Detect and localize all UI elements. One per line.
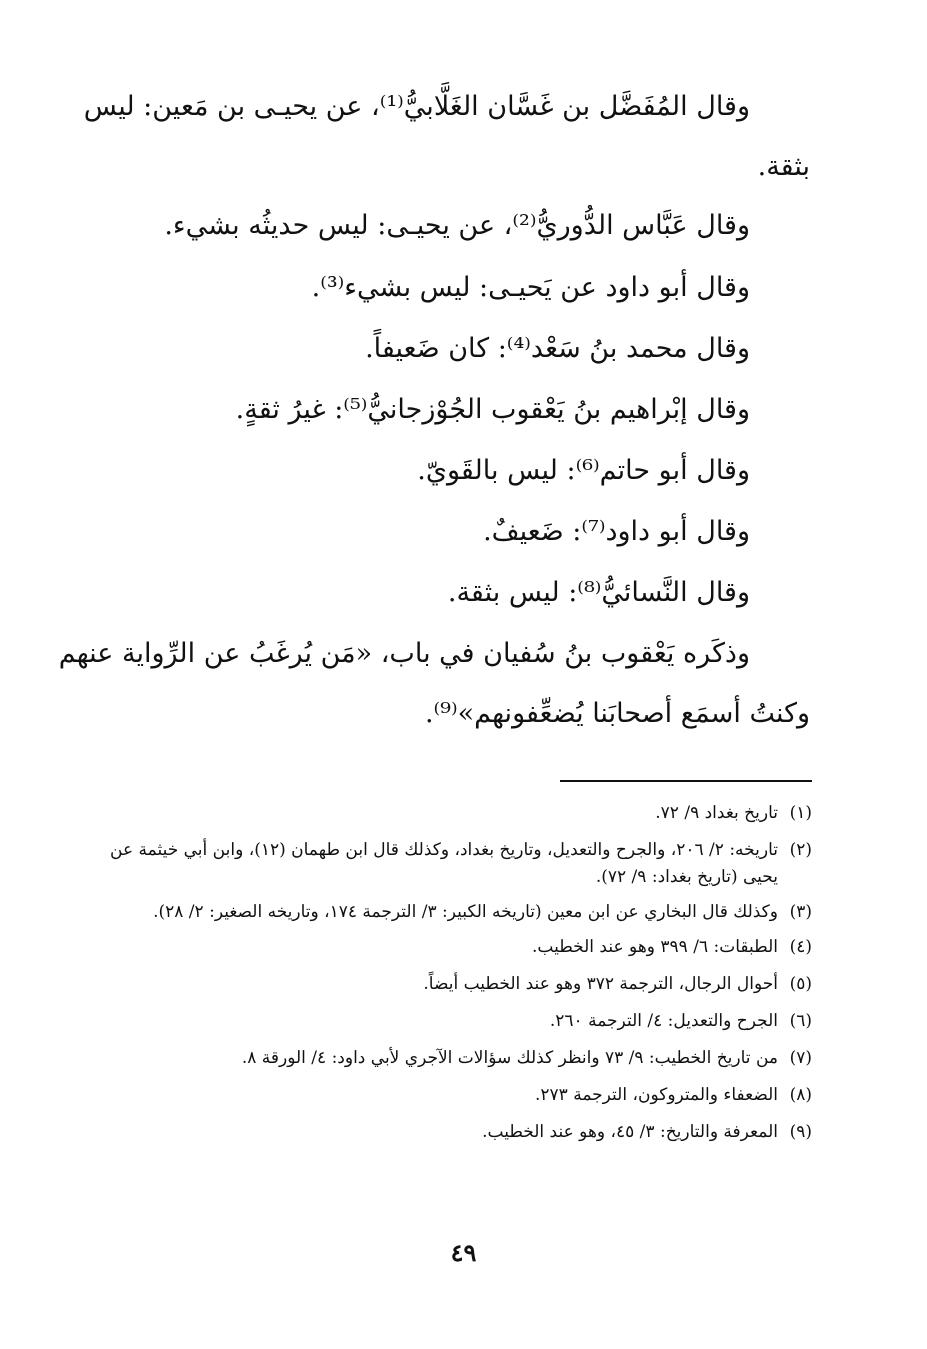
footnote-number: (٩) xyxy=(789,1122,812,1142)
footnote-text: من تاريخ الخطيب: ٩/ ٧٣ وانظر كذلك سؤالات الآجري لأبي داود: ٤/ الورقة ٨. xyxy=(241,1048,778,1068)
page-number: ٤٩ xyxy=(450,1238,477,1267)
text-line: وقال النَّسائيُّ⁽⁸⁾: ليس بثقة. xyxy=(447,577,750,608)
footnote xyxy=(110,1008,812,1035)
text-line: وقال المُفَضَّل بن غَسَّان الغَلَّابيُّ⁽¹⁾، عن يحيـى بن مَعين: ليس xyxy=(83,91,750,122)
main-text xyxy=(58,91,810,729)
footnotes xyxy=(110,800,812,1156)
footnote xyxy=(110,1045,812,1072)
text-line: وقال أبو داود⁽⁷⁾: ضَعيفٌ. xyxy=(483,516,750,547)
footnote xyxy=(110,800,812,827)
text-line: وقال أبو حاتم⁽⁶⁾: ليس بالقَويّ. xyxy=(417,455,750,486)
footnote xyxy=(110,1082,812,1109)
text-line: وقال إبْراهيم بنُ يَعْقوب الجُوْزجانيُّ⁽⁵⁾: غيرُ ثقةٍ. xyxy=(235,394,750,425)
text-line: بثقة. xyxy=(757,151,810,182)
footnote-text: تاريخ بغداد ٩/ ٧٢. xyxy=(655,803,778,823)
text-line: وقال محمد بنُ سَعْد⁽⁴⁾: كان ضَعيفاً. xyxy=(365,333,750,364)
text-line: وكنتُ أسمَع أصحابَنا يُضعِّفونهم»⁽⁹⁾. xyxy=(424,698,810,729)
footnote-text: تاريخه: ٢/ ٢٠٦، والجرح والتعديل، وتاريخ بغداد، وكذلك قال ابن طهمان (١٢)، وابن أبي خيثمة عن يحيى (تاريخ بغداد: ٩/ ٧٢). xyxy=(110,840,778,887)
footnote-number: (٤) xyxy=(789,937,812,957)
footnote-text: الجرح والتعديل: ٤/ الترجمة ٢٦٠. xyxy=(549,1011,778,1031)
footnote-number: (٣) xyxy=(789,902,812,922)
footnote-number: (٧) xyxy=(789,1048,812,1068)
footnote xyxy=(110,934,812,961)
footnote-text: وكذلك قال البخاري عن ابن معين (تاريخه الكبير: ٣/ الترجمة ١٧٤، وتاريخه الصغير: ٢/ ٢٨). xyxy=(153,902,778,922)
text-line: وقال عَبَّاس الدُّوريُّ⁽²⁾، عن يحيـى: ليس حديثُه بشيء. xyxy=(164,210,750,241)
footnote xyxy=(110,837,812,891)
footnote-separator xyxy=(560,780,812,782)
footnote-number: (٨) xyxy=(789,1085,812,1105)
text-line: وذكَره يَعْقوب بنُ سُفيان في باب، «مَن يُرغَبُ عن الرِّواية عنهم xyxy=(58,638,750,669)
footnote-text: أحوال الرجال، الترجمة ٣٧٢ وهو عند الخطيب أيضاً. xyxy=(423,974,778,994)
text-line: وقال أبو داود عن يَحيـى: ليس بشيء⁽³⁾. xyxy=(311,272,750,303)
footnote xyxy=(110,971,812,998)
footnote-number: (٦) xyxy=(789,1011,812,1031)
footnote-number: (٥) xyxy=(789,974,812,994)
footnote-number: (٢) xyxy=(789,840,812,860)
footnote-number: (١) xyxy=(789,803,812,823)
footnote-text: الضعفاء والمتروكون، الترجمة ٢٧٣. xyxy=(534,1085,778,1105)
footnote xyxy=(110,1119,812,1146)
footnote-text: المعرفة والتاريخ: ٣/ ٤٥، وهو عند الخطيب. xyxy=(482,1122,778,1142)
footnote xyxy=(110,899,812,926)
footnote-text: الطبقات: ٦/ ٣٩٩ وهو عند الخطيب. xyxy=(531,937,778,957)
